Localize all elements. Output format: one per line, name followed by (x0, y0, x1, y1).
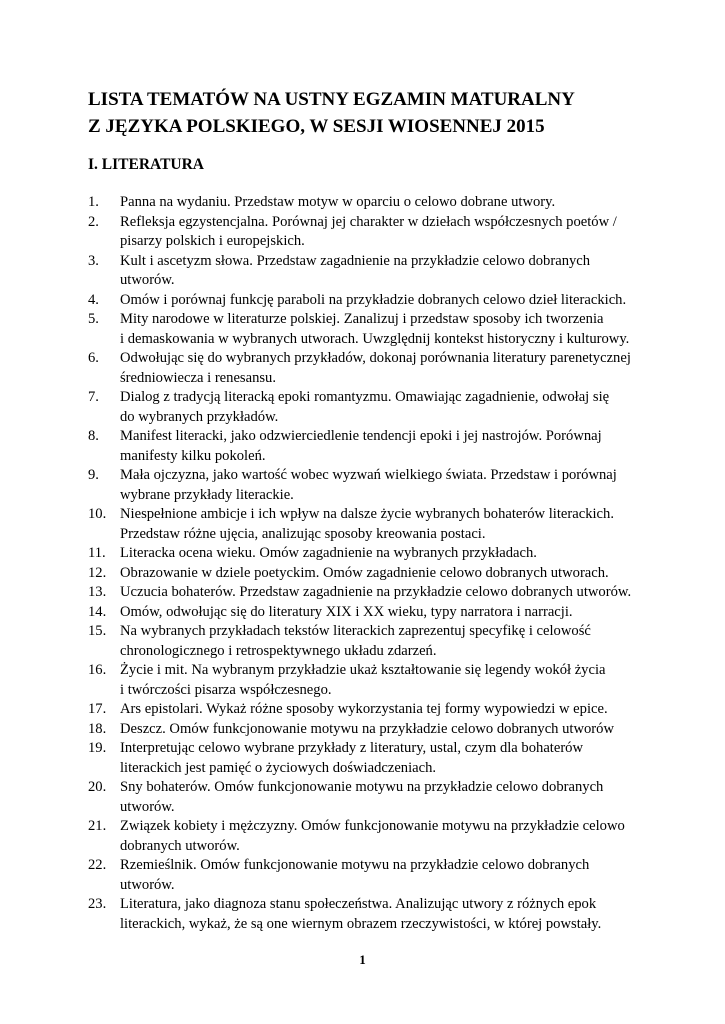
list-item-text (120, 720, 648, 740)
list-item-text (120, 213, 648, 252)
section-heading: I. LITERATURA (88, 156, 204, 173)
list-item-line: Interpretując celowo wybrane przykłady z literatury, ustal, czym dla bohaterów (120, 740, 584, 756)
list-item-line: pisarzy polskich i europejskich. (120, 233, 305, 249)
topic-list (88, 193, 648, 934)
list-item-number: 17. (88, 701, 107, 717)
list-item-text (120, 603, 648, 623)
list-item-line: Przedstaw różne ujęcia, analizując sposoby kreowania postaci. (120, 525, 486, 542)
list-item-line: wybrane przykłady literackie. (120, 486, 294, 503)
list-item (88, 856, 648, 895)
list-item-line: Obrazowanie w dziele poetyckim. Omów zagadnienie celowo dobranych utworach. (120, 564, 609, 581)
list-item (88, 193, 648, 213)
list-item (88, 564, 648, 584)
list-item-text (120, 427, 648, 466)
list-item-number: 4. (88, 291, 99, 308)
list-item-line: Manifest literacki, jako odzwierciedlenie tendencji epoki i jej nastrojów. Porównaj (120, 428, 602, 444)
list-item-line: średniowiecza i renesansu. (120, 369, 277, 386)
list-item-text (120, 564, 648, 584)
list-item-number: 16. (88, 662, 107, 678)
list-item-number: 23. (88, 896, 107, 912)
list-item (88, 544, 648, 564)
list-item-text (120, 778, 648, 817)
list-item-text (120, 193, 648, 213)
list-item-number: 13. (88, 584, 107, 600)
list-item (88, 427, 648, 466)
list-item-line: literackich jest pamięć o życiowych doświadczeniach. (120, 759, 437, 776)
list-item (88, 349, 648, 388)
list-item-number: 20. (88, 779, 107, 795)
list-item-line: Związek kobiety i mężczyzny. Omów funkcjonowanie motywu na przykładzie celowo (120, 818, 625, 834)
list-item (88, 895, 648, 934)
list-item-number: 19. (88, 740, 107, 756)
list-item-text (120, 388, 648, 427)
list-item (88, 583, 648, 603)
list-item-line: Refleksja egzystencjalna. Porównaj jej charakter w dziełach współczesnych poetów / (120, 213, 617, 230)
list-item-line: Na wybranych przykładach tekstów literackich zaprezentuj specyfikę i celowość (120, 623, 591, 639)
list-item-line: Odwołując się do wybranych przykładów, dokonaj porównania literatury parenetycznej (120, 350, 631, 366)
list-item (88, 661, 648, 700)
list-item-line: Panna na wydaniu. Przedstaw motyw w oparciu o celowo dobrane utwory. (120, 194, 556, 210)
list-item (88, 700, 648, 720)
list-item-number: 11. (88, 545, 106, 561)
document-title (88, 86, 648, 140)
list-item-number: 21. (88, 818, 107, 834)
title-line-2: Z JĘZYKA POLSKIEGO, W SESJI WIOSENNEJ 2015 (88, 116, 545, 137)
list-item-number: 18. (88, 720, 107, 737)
list-item-line: Literatura, jako diagnoza stanu społeczeństwa. Analizując utwory z różnych epok (120, 896, 597, 912)
list-item (88, 778, 648, 817)
list-item (88, 291, 648, 311)
list-item-line: Ars epistolari. Wykaż różne sposoby wykorzystania tej formy wypowiedzi w epice. (120, 701, 608, 717)
list-item (88, 252, 648, 291)
list-item-text (120, 661, 648, 700)
list-item-number: 10. (88, 506, 107, 522)
list-item (88, 505, 648, 544)
list-item-line: utworów. (120, 876, 175, 893)
list-item-line: Dialog z tradycją literacką epoki romantyzmu. Omawiając zagadnienie, odwołaj się (120, 389, 610, 405)
list-item-text (120, 252, 648, 291)
list-item (88, 388, 648, 427)
list-item-number: 2. (88, 213, 99, 230)
list-item-text (120, 817, 648, 856)
list-item-line: i demaskowania w wybranych utworach. Uwzględnij kontekst historyczny i kulturowy. (120, 330, 630, 347)
list-item-number: 5. (88, 311, 99, 327)
list-item-number: 8. (88, 428, 99, 444)
list-item-line: Omów, odwołując się do literatury XIX i XX wieku, typy narratora i narracji. (120, 603, 573, 620)
list-item (88, 310, 648, 349)
list-item-text (120, 583, 648, 603)
list-item (88, 739, 648, 778)
list-item-line: Deszcz. Omów funkcjonowanie motywu na przykładzie celowo dobranych utworów (120, 720, 615, 737)
list-item-text (120, 505, 648, 544)
list-item-number: 9. (88, 467, 99, 483)
list-item-text (120, 466, 648, 505)
list-item-line: dobranych utworów. (120, 837, 240, 854)
title-line-1: LISTA TEMATÓW NA USTNY EGZAMIN MATURALNY (88, 89, 575, 110)
list-item-number: 22. (88, 857, 107, 873)
list-item-number: 6. (88, 350, 99, 366)
list-item-number: 12. (88, 564, 107, 581)
list-item-text (120, 739, 648, 778)
list-item-line: Życie i mit. Na wybranym przykładzie ukaż kształtowanie się legendy wokół życia (120, 662, 606, 678)
list-item-line: Uczucia bohaterów. Przedstaw zagadnienie na przykładzie celowo dobranych utworów. (120, 584, 632, 600)
list-item (88, 720, 648, 740)
list-item-line: literackich, wykaż, że są one wiernym obrazem rzeczywistości, w której powstały. (120, 915, 602, 932)
page-number: 1 (359, 952, 366, 967)
list-item-line: manifesty kilku pokoleń. (120, 447, 266, 464)
list-item-line: Mała ojczyzna, jako wartość wobec wyzwań wielkiego świata. Przedstaw i porównaj (120, 467, 617, 483)
list-item-line: Kult i ascetyzm słowa. Przedstaw zagadnienie na przykładzie celowo dobranych (120, 252, 591, 269)
list-item-number: 7. (88, 389, 99, 405)
list-item (88, 817, 648, 856)
list-item-number: 14. (88, 603, 107, 620)
list-item-line: i twórczości pisarza współczesnego. (120, 681, 332, 698)
list-item-number: 1. (88, 194, 99, 210)
list-item (88, 213, 648, 252)
list-item-number: 15. (88, 623, 107, 639)
list-item-text (120, 895, 648, 934)
list-item-line: Sny bohaterów. Omów funkcjonowanie motywu na przykładzie celowo dobranych (120, 779, 604, 795)
list-item-line: Literacka ocena wieku. Omów zagadnienie na wybranych przykładach. (120, 545, 537, 561)
list-item (88, 466, 648, 505)
list-item-line: Omów i porównaj funkcję paraboli na przykładzie dobranych celowo dzieł literackich. (120, 291, 627, 308)
list-item-text (120, 856, 648, 895)
list-item-text (120, 291, 648, 311)
list-item-number: 3. (88, 252, 99, 269)
list-item-line: Mity narodowe w literaturze polskiej. Zanalizuj i przedstaw sposoby ich tworzenia (120, 311, 604, 327)
list-item (88, 622, 648, 661)
list-item-line: Rzemieślnik. Omów funkcjonowanie motywu na przykładzie celowo dobranych (120, 857, 590, 873)
list-item-line: Niespełnione ambicje i ich wpływ na dalsze życie wybranych bohaterów literackich. (120, 506, 614, 522)
list-item-text (120, 349, 648, 388)
list-item-line: utworów. (120, 798, 175, 815)
list-item-line: chronologicznego i retrospektywnego układu zdarzeń. (120, 642, 437, 659)
list-item-text (120, 310, 648, 349)
list-item-text (120, 622, 648, 661)
list-item-text (120, 544, 648, 564)
list-item-line: utworów. (120, 272, 175, 288)
list-item-line: do wybranych przykładów. (120, 408, 279, 425)
list-item (88, 603, 648, 623)
list-item-text (120, 700, 648, 720)
